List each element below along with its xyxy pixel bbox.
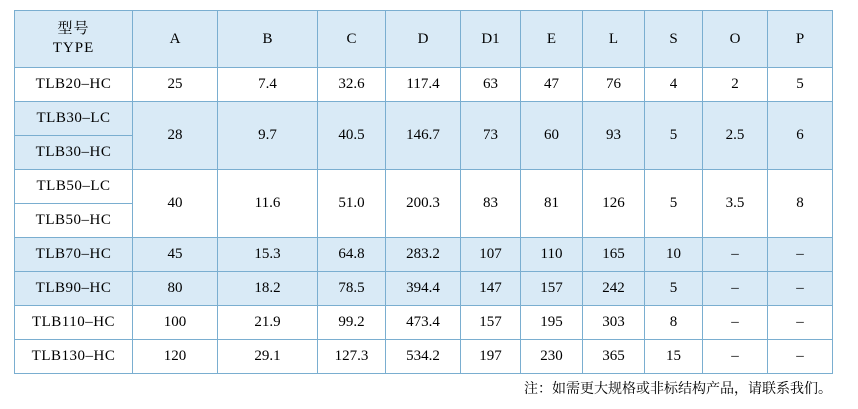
- cell-type: TLB30–LC: [15, 102, 133, 136]
- cell-c: 99.2: [318, 306, 386, 340]
- cell-p: –: [768, 238, 833, 272]
- header-cell-d: D: [386, 11, 461, 68]
- cell-b: 7.4: [218, 68, 318, 102]
- header-cell-c: C: [318, 11, 386, 68]
- header-cell-type: [15, 11, 133, 68]
- table-body: [15, 68, 833, 374]
- header-row: [15, 11, 833, 68]
- cell-s: 5: [645, 272, 703, 306]
- cell-b: 29.1: [218, 340, 318, 374]
- cell-p: –: [768, 272, 833, 306]
- cell-type: TLB70–HC: [15, 238, 133, 272]
- cell-a: 80: [133, 272, 218, 306]
- cell-e: 230: [521, 340, 583, 374]
- table-row: [15, 272, 833, 306]
- cell-type: TLB50–HC: [15, 204, 133, 238]
- table-row: [15, 306, 833, 340]
- header-cell-e: E: [521, 11, 583, 68]
- header-type-cn: 型号: [57, 21, 90, 38]
- cell-e: 157: [521, 272, 583, 306]
- table-row: [15, 102, 833, 136]
- cell-c: 127.3: [318, 340, 386, 374]
- cell-d1: 157: [461, 306, 521, 340]
- cell-d1: 83: [461, 170, 521, 238]
- cell-o: –: [703, 340, 768, 374]
- cell-p: 5: [768, 68, 833, 102]
- cell-c: 32.6: [318, 68, 386, 102]
- cell-a: 25: [133, 68, 218, 102]
- cell-b: 21.9: [218, 306, 318, 340]
- cell-b: 11.6: [218, 170, 318, 238]
- cell-a: 28: [133, 102, 218, 170]
- cell-s: 15: [645, 340, 703, 374]
- header-cell-o: O: [703, 11, 768, 68]
- header-cell-p: P: [768, 11, 833, 68]
- table-row: [15, 170, 833, 204]
- cell-d: 394.4: [386, 272, 461, 306]
- cell-type: TLB130–HC: [15, 340, 133, 374]
- table-row: [15, 340, 833, 374]
- cell-d1: 73: [461, 102, 521, 170]
- cell-c: 78.5: [318, 272, 386, 306]
- cell-o: –: [703, 306, 768, 340]
- table-row: [15, 238, 833, 272]
- cell-e: 60: [521, 102, 583, 170]
- cell-l: 76: [583, 68, 645, 102]
- header-cell-d1: D1: [461, 11, 521, 68]
- cell-type: TLB90–HC: [15, 272, 133, 306]
- cell-a: 40: [133, 170, 218, 238]
- cell-s: 10: [645, 238, 703, 272]
- cell-c: 51.0: [318, 170, 386, 238]
- cell-d1: 147: [461, 272, 521, 306]
- cell-p: 6: [768, 102, 833, 170]
- cell-l: 165: [583, 238, 645, 272]
- specification-table: [14, 10, 833, 374]
- cell-d: 117.4: [386, 68, 461, 102]
- cell-s: 8: [645, 306, 703, 340]
- cell-e: 110: [521, 238, 583, 272]
- cell-d: 283.2: [386, 238, 461, 272]
- footer-note: 注：如需更大规格或非标结构产品，请联系我们。: [524, 382, 832, 397]
- cell-o: 2.5: [703, 102, 768, 170]
- cell-o: 3.5: [703, 170, 768, 238]
- cell-p: –: [768, 340, 833, 374]
- header-type-en: TYPE: [52, 40, 95, 56]
- cell-c: 64.8: [318, 238, 386, 272]
- spec-table-container: [14, 10, 832, 374]
- cell-p: 8: [768, 170, 833, 238]
- cell-o: –: [703, 238, 768, 272]
- cell-type: TLB20–HC: [15, 68, 133, 102]
- header-cell-s: S: [645, 11, 703, 68]
- cell-d: 200.3: [386, 170, 461, 238]
- cell-o: –: [703, 272, 768, 306]
- cell-l: 126: [583, 170, 645, 238]
- cell-e: 195: [521, 306, 583, 340]
- cell-a: 120: [133, 340, 218, 374]
- table-row: [15, 68, 833, 102]
- cell-l: 93: [583, 102, 645, 170]
- cell-d1: 197: [461, 340, 521, 374]
- cell-d: 534.2: [386, 340, 461, 374]
- cell-a: 45: [133, 238, 218, 272]
- cell-d: 473.4: [386, 306, 461, 340]
- cell-d: 146.7: [386, 102, 461, 170]
- cell-e: 81: [521, 170, 583, 238]
- cell-l: 365: [583, 340, 645, 374]
- cell-d1: 63: [461, 68, 521, 102]
- cell-s: 5: [645, 170, 703, 238]
- cell-o: 2: [703, 68, 768, 102]
- cell-b: 18.2: [218, 272, 318, 306]
- header-cell-a: A: [133, 11, 218, 68]
- header-cell-b: B: [218, 11, 318, 68]
- cell-d1: 107: [461, 238, 521, 272]
- cell-b: 9.7: [218, 102, 318, 170]
- cell-s: 5: [645, 102, 703, 170]
- cell-type: TLB110–HC: [15, 306, 133, 340]
- cell-type: TLB50–LC: [15, 170, 133, 204]
- cell-a: 100: [133, 306, 218, 340]
- cell-l: 303: [583, 306, 645, 340]
- cell-p: –: [768, 306, 833, 340]
- table-header: [15, 11, 833, 68]
- cell-type: TLB30–HC: [15, 136, 133, 170]
- cell-c: 40.5: [318, 102, 386, 170]
- cell-b: 15.3: [218, 238, 318, 272]
- cell-s: 4: [645, 68, 703, 102]
- header-cell-l: L: [583, 11, 645, 68]
- cell-e: 47: [521, 68, 583, 102]
- cell-l: 242: [583, 272, 645, 306]
